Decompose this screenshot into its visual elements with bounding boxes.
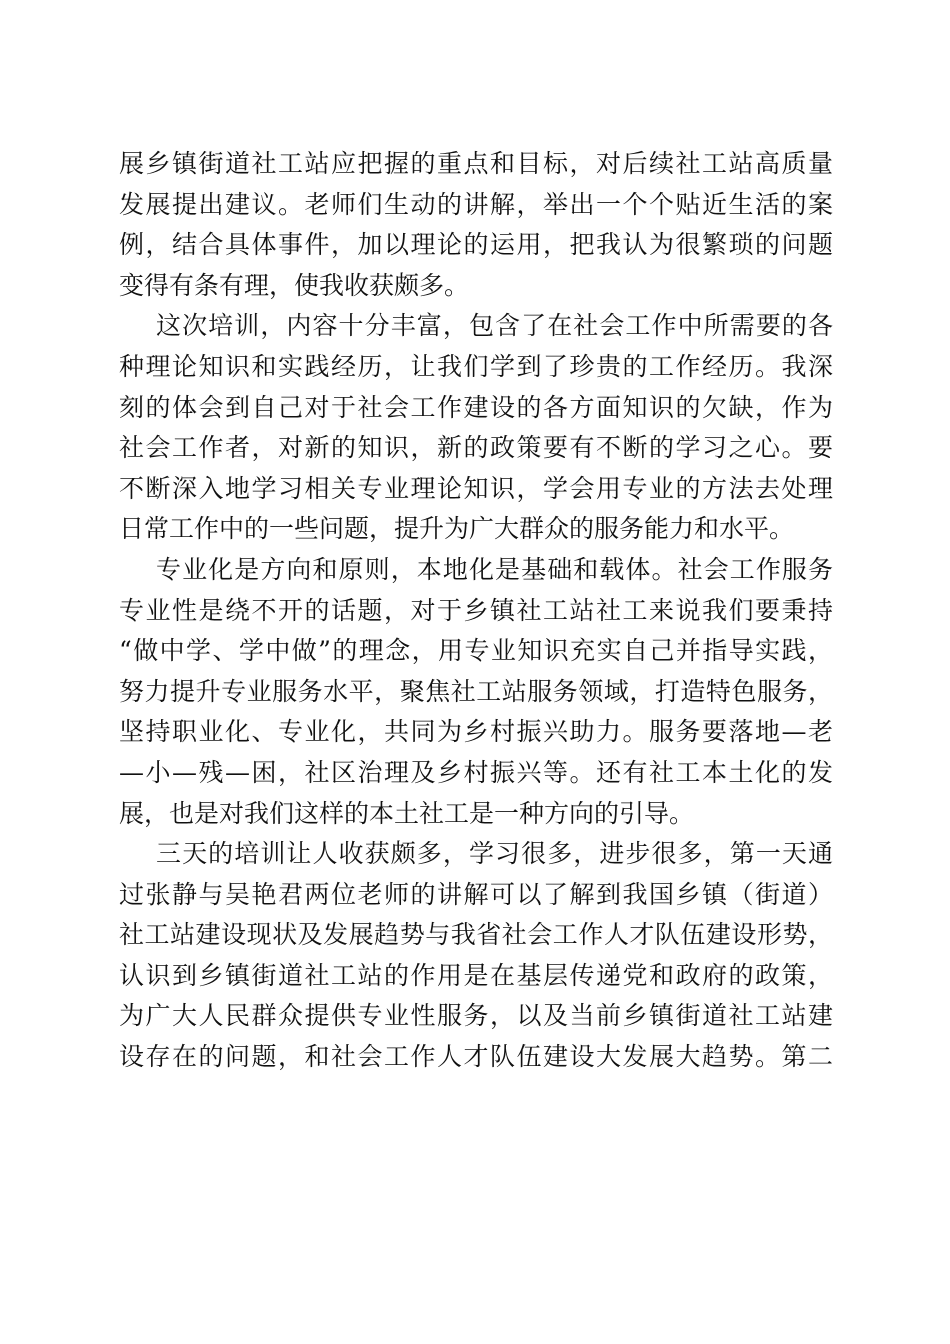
text-line: 刻的体会到自己对于社会工作建设的各方面知识的欠缺，作为 (119, 392, 833, 422)
paragraph-1 (119, 144, 833, 306)
text-line: 三天的培训让人收获颇多，学习很多，进步很多，第一天通 (156, 839, 833, 869)
text-line: 为广大人民群众提供专业性服务，以及当前乡镇街道社工站建 (119, 1001, 833, 1031)
text-line: 变得有条有理，使我收获颇多。 (119, 270, 470, 300)
text-line: 专业性是绕不开的话题，对于乡镇社工站社工来说我们要秉持 (119, 595, 833, 625)
text-line: 展，也是对我们这样的本土社工是一种方向的引导。 (119, 798, 695, 828)
text-line: 种理论知识和实践经历，让我们学到了珍贵的工作经历。我深 (119, 351, 833, 381)
text-line: 日常工作中的一些问题，提升为广大群众的服务能力和水平。 (119, 514, 795, 544)
text-line: 社工站建设现状及发展趋势与我省社会工作人才队伍建设形势， (119, 920, 833, 950)
paragraph-3 (119, 550, 833, 834)
text-line: 设存在的问题，和社会工作人才队伍建设大发展大趋势。第二 (119, 1042, 833, 1072)
text-line: 过张静与吴艳君两位老师的讲解可以了解到我国乡镇（街道） (119, 879, 833, 909)
text-line: 展乡镇街道社工站应把握的重点和目标，对后续社工站高质量 (119, 149, 833, 178)
text-line: 认识到乡镇街道社工站的作用是在基层传递党和政府的政策， (119, 960, 833, 990)
paragraph-4 (119, 834, 833, 1078)
body-text (119, 144, 833, 1078)
text-line: 努力提升专业服务水平，聚焦社工站服务领域，打造特色服务， (119, 676, 833, 706)
text-line: 专业化是方向和原则，本地化是基础和载体。社会工作服务 (156, 554, 833, 584)
text-line: “做中学、学中做”的理念，用专业知识充实自己并指导实践， (119, 636, 833, 666)
text-line: 例，结合具体事件，加以理论的运用，把我认为很繁琐的问题 (119, 230, 833, 260)
text-line: 发展提出建议。老师们生动的讲解，举出一个个贴近生活的案 (119, 189, 833, 219)
text-line: —小—残—困，社区治理及乡村振兴等。还有社工本土化的发 (119, 757, 833, 787)
paragraph-2 (119, 306, 833, 550)
text-line: 坚持职业化、专业化，共同为乡村振兴助力。服务要落地—老 (119, 717, 833, 747)
text-line: 社会工作者，对新的知识，新的政策要有不断的学习之心。要 (119, 433, 833, 463)
text-line: 这次培训，内容十分丰富，包含了在社会工作中所需要的各 (156, 311, 833, 341)
text-line: 不断深入地学习相关专业理论知识，学会用专业的方法去处理 (119, 473, 833, 503)
